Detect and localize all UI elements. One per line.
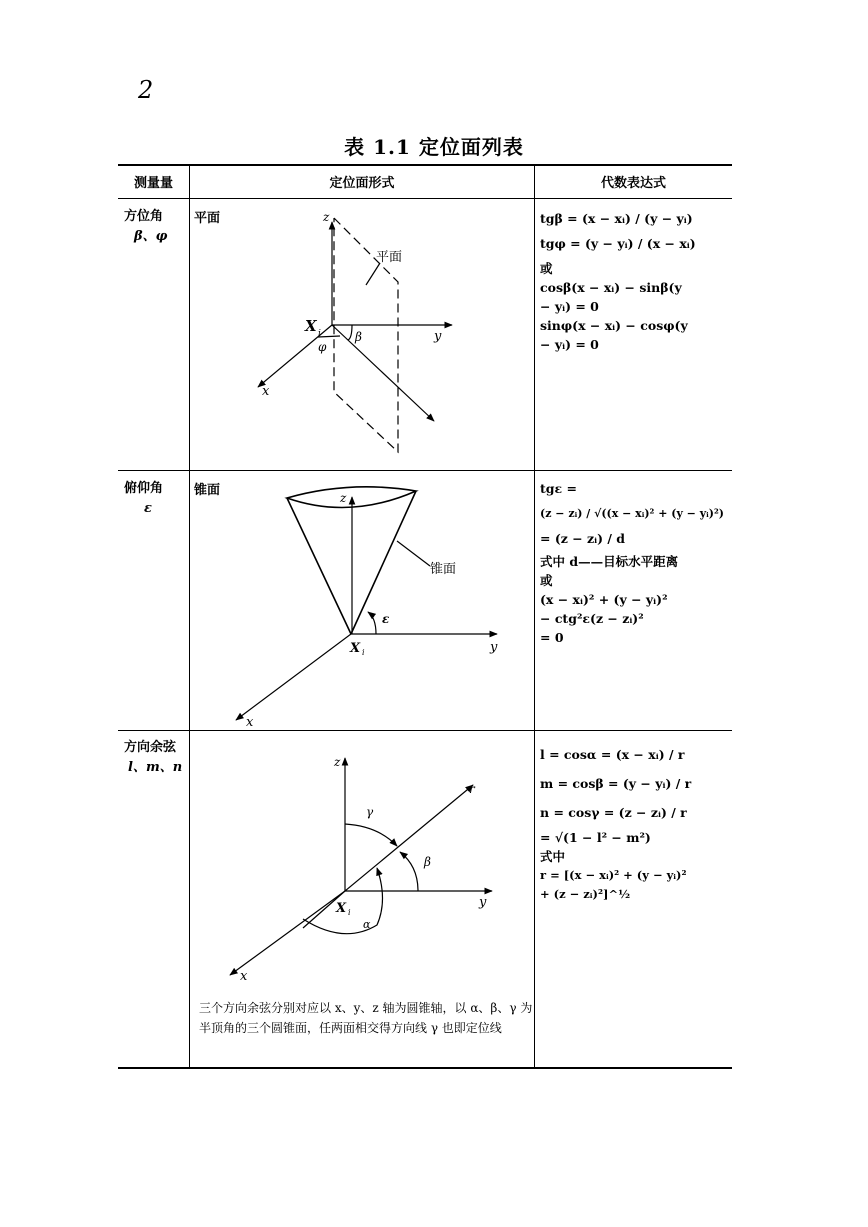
header-algebraic-expression: 代数表达式 [600,176,666,191]
plane-x-axis [258,325,332,387]
cone-surface-label: 锥面 [430,562,457,577]
row3-formula-2: m = cosβ = (y − yᵢ) / r [540,776,692,791]
plane-phi-label: φ [318,340,327,354]
cone-label-leader [397,541,430,566]
plane-origin-sub: i [318,329,321,339]
row2-formulas [540,479,724,647]
cone-origin-sub: i [362,648,365,657]
direction-cosine-note: 三个方向余弦分别对应以 x、y、z 轴为圆锥轴，以 α、β、γ 为半顶角的三个圆锥面，任两面相交得方向线 γ 也即定位线 [199,1001,533,1035]
cone-origin-label: X [350,641,361,656]
row2-form-title: 锥面 [194,483,221,498]
row2-name: 俯仰角 [124,481,164,496]
dc-beta-label: β [424,855,431,869]
beta-arc [348,325,352,340]
dc-x-axis [230,891,345,975]
cone-z-label: z [340,491,347,505]
phi-arc-segment [318,336,340,337]
row2-formula-2: (z − zᵢ) / √((x − xᵢ)² + (y − yᵢ)²) [540,507,724,520]
row2-formula-1: tgε = [540,481,577,496]
row1-formula-7: − yᵢ) = 0 [540,337,599,352]
cone-diagram [236,487,497,720]
row3-formula-4: = √(1 − l² − m²) [540,830,651,845]
row3-formulas [540,745,691,904]
row1-formula-3: 或 [540,261,553,276]
cone-x-axis [236,634,351,720]
row2-symbols: ε [144,501,152,516]
row3-formula-7: + (z − zᵢ)²]^½ [540,887,631,901]
direction-cosine-diagram [230,758,492,975]
row1-name: 方位角 [124,209,164,224]
plane-z-label: z [323,210,330,224]
plane-label-leader [366,263,380,285]
dc-alpha-label: α [363,918,371,931]
row2-formula-7: − ctg²ε(z − zᵢ)² [540,611,644,626]
row1-formula-6: sinφ(x − xᵢ) − cosφ(y [540,318,688,333]
plane-x-label: x [262,384,270,399]
table-caption: 表 1.1 定位面列表 [344,135,524,159]
dc-origin-label: X [336,901,347,916]
dc-r-label: r [469,782,475,796]
row2-formula-8: = 0 [540,630,564,645]
gamma-arc [345,824,397,846]
header-measurement: 测量量 [133,176,173,191]
cone-epsilon-label: ε [382,612,390,626]
row2-formula-4: 式中 d——目标水平距离 [540,554,679,569]
row1-formula-4: cosβ(x − xᵢ) − sinβ(y [540,280,682,295]
row3-formula-3: n = cosγ = (z − zᵢ) / r [540,805,687,820]
cone-y-label: y [490,640,498,655]
row2-formula-3: = (z − zᵢ) / d [540,531,626,546]
dc-y-label: y [479,895,487,910]
plane-ray [332,325,434,421]
row3-formula-1: l = cosα = (x − xᵢ) / r [540,747,685,762]
plane-origin-label: X [305,317,317,335]
beta-arc-dc [400,852,418,891]
row1-formula-2: tgφ = (y − yᵢ) / (x − xᵢ) [540,236,696,251]
row3-formula-5: 式中 [540,849,566,864]
row2-formula-5: 或 [540,573,553,588]
plane-beta-label: β [355,330,362,344]
dc-z-label: z [334,755,341,769]
row1-formula-5: − yᵢ) = 0 [540,299,599,314]
row1-formulas [540,209,696,354]
row3-symbols: l、m、n [128,760,183,775]
header-surface-form: 定位面形式 [329,176,395,191]
cone-x-label: x [246,715,254,730]
row3-name: 方向余弦 [124,740,177,755]
row3-formula-6: r = [(x − xᵢ)² + (y − yᵢ)² [540,868,687,882]
dc-r-line [345,785,473,891]
row2-formula-6: (x − xᵢ)² + (y − yᵢ)² [540,592,668,607]
row1-symbols: β、φ [134,229,168,244]
epsilon-arc [368,612,376,634]
dc-gamma-label: γ [366,805,374,819]
page-number: 2 [138,76,154,104]
dc-x-label: x [240,969,248,984]
row1-form-title: 平面 [194,211,221,226]
plane-y-label: y [434,329,442,344]
plane-surface-label: 平面 [376,250,403,265]
cone-left-side [287,498,351,634]
row1-formula-1: tgβ = (x − xᵢ) / (y − yᵢ) [540,211,693,226]
dc-origin-sub: i [348,908,351,917]
